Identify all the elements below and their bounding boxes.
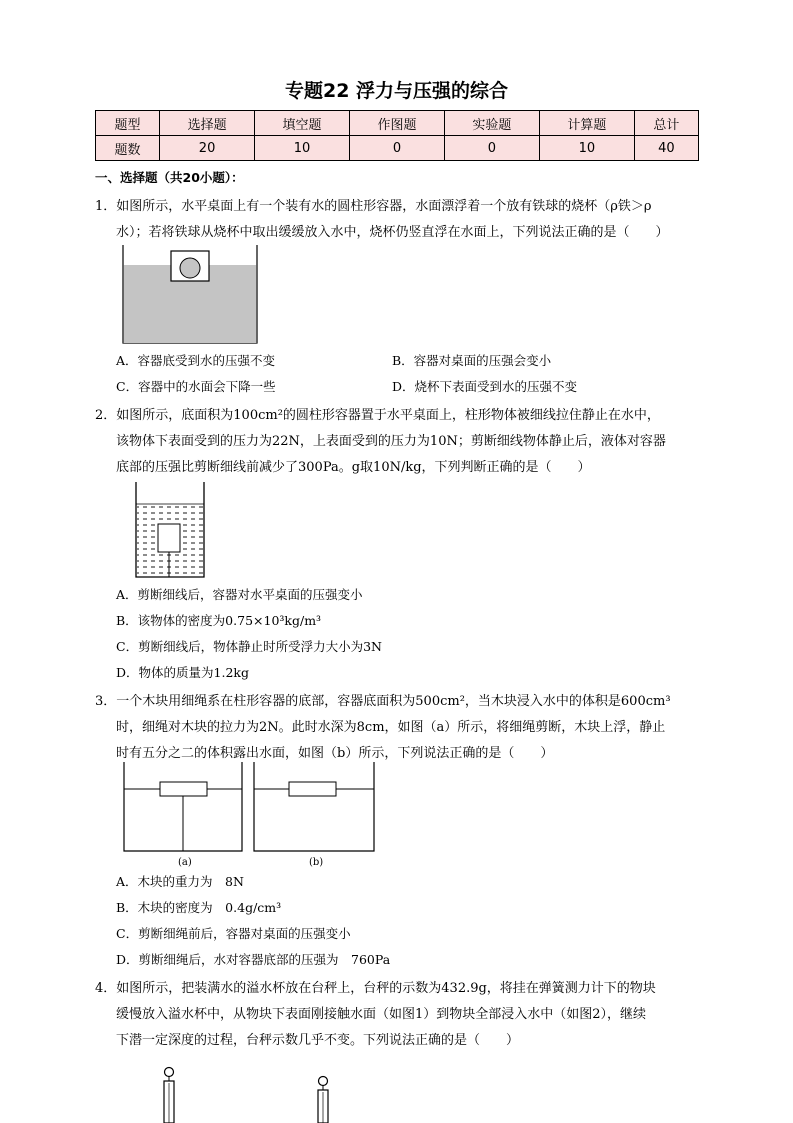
table-cell: 作图题 [350, 111, 445, 136]
q1-option-a[interactable]: A．容器底受到水的压强不变 [116, 353, 276, 368]
q2-option-d[interactable]: D．物体的质量为1.2kg [116, 665, 249, 680]
q1-option-c[interactable]: C．容器中的水面会下降一些 [116, 379, 276, 394]
table-cell: 10 [255, 136, 350, 161]
table-cell: 20 [160, 136, 255, 161]
q3-figure-b [253, 762, 377, 854]
q4-text-line3: 下潜一定深度的过程，台秤示数几乎不变。下列说法正确的是（ ） [116, 1033, 520, 1048]
q3-option-a[interactable]: A．木块的重力为 8N [116, 874, 244, 889]
q1-text-line1: 1．如图所示，水平桌面上有一个装有水的圆柱形容器，水面漂浮着一个放有铁球的烧杯（ρ铁＞ρ [95, 199, 652, 214]
q3-option-d[interactable]: D．剪断细绳后，水对容器底部的压强为 760Pa [116, 952, 391, 967]
q3-figure-a [123, 762, 245, 854]
q4-spring-scale-2 [314, 1075, 334, 1123]
q3-figure-b-label: (b) [309, 857, 324, 868]
q4-text-line2: 缓慢放入溢水杯中，从物块下表面刚接触水面（如图1）到物块全部浸入水中（如图2），继续 [116, 1007, 647, 1022]
q4-spring-scale-1 [160, 1066, 180, 1123]
table-cell: 0 [350, 136, 445, 161]
q3-text-line2: 时，细绳对木块的拉力为2N。此时水深为8cm，如图（a）所示，将细绳剪断，木块上浮，静止 [116, 720, 666, 735]
q2-option-a[interactable]: A．剪断细线后，容器对水平桌面的压强变小 [116, 587, 363, 602]
table-cell: 计算题 [539, 111, 634, 136]
table-cell: 实验题 [444, 111, 539, 136]
page-title: 专题22 浮力与压强的综合 [284, 80, 509, 102]
q2-text-line1: 2．如图所示，底面积为100cm²的圆柱形容器置于水平桌面上，柱形物体被细线拉住静止在水中， [95, 408, 660, 423]
table-cell: 填空题 [255, 111, 350, 136]
table-cell: 40 [634, 136, 698, 161]
section-heading: 一、选择题（共20小题）： [95, 170, 244, 185]
q3-figure-a-label: (a) [178, 857, 192, 868]
table-cell: 选择题 [160, 111, 255, 136]
q1-option-d[interactable]: D．烧杯下表面受到水的压强不变 [392, 379, 578, 394]
table-cell: 10 [539, 136, 634, 161]
q1-text-line2: 水）；若将铁球从烧杯中取出缓缓放入水中，烧杯仍竖直浮在水面上，下列说法正确的是（ ） [116, 225, 669, 240]
q4-text-line1: 4．如图所示，把装满水的溢水杯放在台秤上，台秤的示数为432.9g，将挂在弹簧测力计下的物块 [95, 981, 656, 996]
table-cell: 总计 [634, 111, 698, 136]
q2-text-line3: 底部的压强比剪断细线前减少了300Pa。g取10N/kg，下列判断正确的是（ ） [116, 460, 591, 475]
table-cell: 题数 [96, 136, 160, 161]
q1-figure [122, 243, 262, 348]
table-cell: 题型 [96, 111, 160, 136]
q3-option-c[interactable]: C．剪断细绳前后，容器对桌面的压强变小 [116, 926, 351, 941]
table-row [96, 136, 699, 161]
q2-figure [134, 480, 209, 580]
q2-option-b[interactable]: B．该物体的密度为0.75×10³kg/m³ [116, 613, 322, 628]
table-header-row [96, 111, 699, 136]
q2-text-line2: 该物体下表面受到的压力为22N，上表面受到的压力为10N；剪断细线物体静止后，液体对容器 [116, 434, 666, 449]
q3-option-b[interactable]: B．木块的密度为 0.4g/cm³ [116, 900, 282, 915]
score-table [95, 110, 699, 161]
q1-option-b[interactable]: B．容器对桌面的压强会变小 [392, 353, 552, 368]
q2-option-c[interactable]: C．剪断细线后，物体静止时所受浮力大小为3N [116, 639, 382, 654]
table-cell: 0 [444, 136, 539, 161]
q3-text-line1: 3．一个木块用细绳系在柱形容器的底部，容器底面积为500cm²，当木块浸入水中的体积是600cm³ [95, 694, 671, 709]
q3-text-line3: 时有五分之二的体积露出水面，如图（b）所示，下列说法正确的是（ ） [116, 746, 554, 761]
